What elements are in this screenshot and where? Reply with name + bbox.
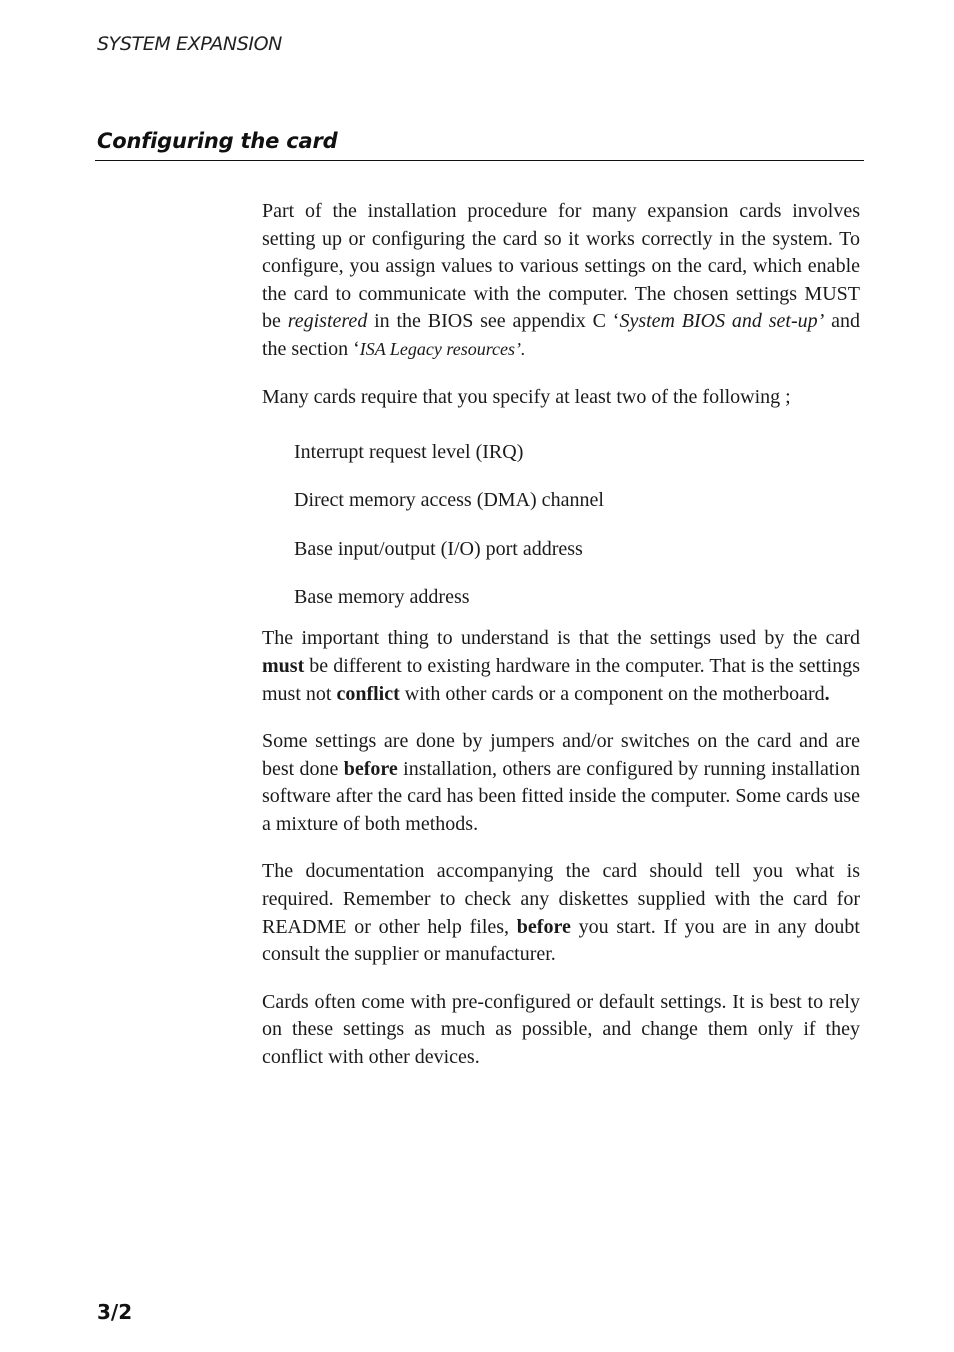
running-header: SYSTEM EXPANSION bbox=[97, 33, 282, 55]
conflict-text-1: The important thing to understand is that the settings used by the card bbox=[262, 627, 860, 650]
body-column bbox=[262, 198, 860, 1072]
bold-period: . bbox=[824, 682, 830, 705]
bold-must: must bbox=[262, 654, 305, 677]
paragraph-conflict bbox=[262, 625, 860, 708]
settings-list bbox=[262, 439, 860, 611]
intro-emphasis-bios-ref: System BIOS and set-up’ bbox=[619, 310, 825, 333]
section-title: Configuring the card bbox=[97, 129, 338, 153]
bold-conflict: conflict bbox=[336, 682, 400, 705]
conflict-text-2: be different to existing hardware in the computer. That is the settings must not bbox=[262, 654, 860, 705]
intro-emphasis-registered: registered bbox=[287, 310, 368, 333]
intro-emphasis-isa-ref: ISA Legacy resources’. bbox=[359, 338, 526, 359]
documentation-text-1: The documentation accompanying the card should tell you what is required. Remember to check any diskettes supplied with the card for README or other help files, bbox=[262, 860, 860, 938]
paragraph-requirements: Many cards require that you specify at least two of the following ; bbox=[262, 385, 791, 408]
intro-text-2: in the BIOS see appendix C ‘ bbox=[367, 310, 620, 333]
paragraph-documentation bbox=[262, 858, 860, 968]
paragraph-intro bbox=[262, 198, 860, 364]
list-item: Base input/output (I/O) port address bbox=[294, 537, 583, 560]
jumpers-text-2: installation, others are configured by running installation software after the card has been fitted inside the computer. Some cards use a mixture of both methods. bbox=[262, 757, 860, 835]
conflict-text-3: with other cards or a component on the motherboard bbox=[399, 682, 825, 705]
documentation-text-2: you start. If you are in any doubt consult the supplier or manufacturer. bbox=[262, 915, 860, 966]
intro-text-1: Part of the installation procedure for many expansion cards involves setting up or configuring the card so it works correctly in the system. To configure, you assign values to various settings on the card, which enable the card to communicate with the computer. The chosen settings MUST be bbox=[262, 200, 860, 333]
intro-text-3: and the section ‘ bbox=[262, 310, 860, 360]
paragraph-defaults: Cards often come with pre-configured or default settings. It is best to rely on these settings as much as possible, and change them only if they conflict with other devices. bbox=[262, 990, 860, 1069]
list-item: Interrupt request level (IRQ) bbox=[294, 441, 524, 464]
title-rule bbox=[95, 160, 864, 161]
paragraph-jumpers bbox=[262, 728, 860, 838]
list-item: Base memory address bbox=[294, 585, 470, 608]
list-item: Direct memory access (DMA) channel bbox=[294, 489, 604, 512]
bold-before: before bbox=[343, 757, 398, 780]
page-number: 3/2 bbox=[97, 1300, 133, 1324]
jumpers-text-1: Some settings are done by jumpers and/or switches on the card and are best done bbox=[262, 730, 860, 780]
bold-before: before bbox=[516, 915, 571, 938]
